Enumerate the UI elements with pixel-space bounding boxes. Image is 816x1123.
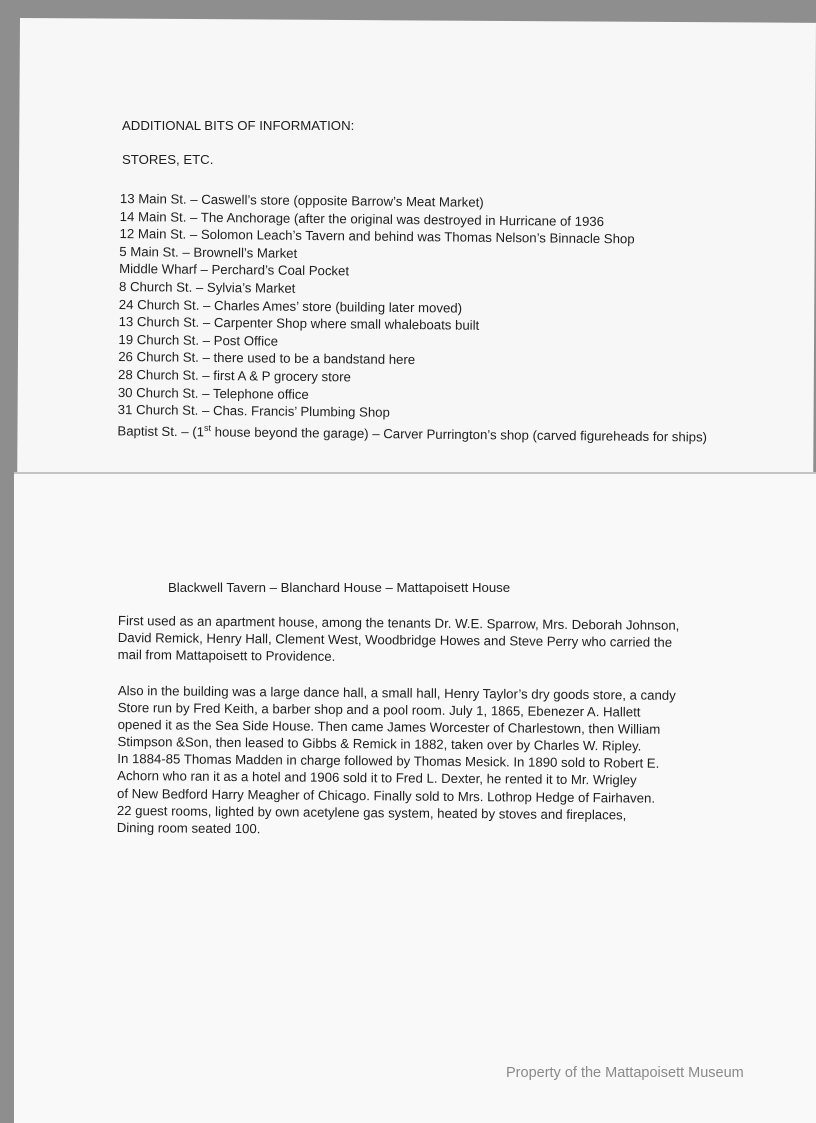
paragraph-line: In 1884-85 Thomas Madden in charge followed by Thomas Mesick. In 1890 sold to Robert E. [117,751,660,772]
list-item: 26 Church St. – there used to be a bandstand here [118,349,416,368]
list-item: 28 Church St. – first A & P grocery store [117,366,351,385]
paragraph-line: Store run by Fred Keith, a barber shop and a pool room. July 1, 1865, Ebenezer A. Hallett [117,700,641,720]
museum-watermark: Property of the Mattapoisett Museum [506,1065,744,1081]
stores-list [117,190,709,446]
list-item: 13 Church St. – Carpenter Shop where small whaleboats built [118,314,480,333]
paragraph-two [117,682,676,841]
page-fold-line [14,472,816,474]
paragraph-line: Achorn who ran it as a hotel and 1906 sold it to Fred L. Dexter, he rented it to Mr. Wrigley [117,768,637,788]
list-item: 12 Main St. – Solomon Leach’s Tavern and behind was Thomas Nelson’s Binnacle Shop [119,226,635,247]
last-item-end: house beyond the garage) – Carver Purrington’s shop (carved figureheads for ships) [210,424,708,445]
list-item: 19 Church St. – Post Office [118,331,279,349]
section-heading: ADDITIONAL BITS OF INFORMATION: [122,118,355,133]
list-item: Middle Wharf – Perchard’s Coal Pocket [119,261,350,279]
last-item-superscript: st [203,422,212,433]
section-title: Blackwell Tavern – Blanchard House – Mattapoisett House [168,580,511,595]
paragraph-line: Dining room seated 100. [116,819,261,836]
paragraph-one [118,612,680,668]
list-item: 24 Church St. – Charles Ames’ store (building later moved) [118,296,463,316]
list-item: 14 Main St. – The Anchorage (after the original was destroyed in Hurricane of 1936 [119,208,605,229]
list-item: 8 Church St. – Sylvia’s Market [118,278,296,296]
paragraph-line: First used as an apartment house, among the tenants Dr. W.E. Sparrow, Mrs. Deborah Johnson, [117,612,680,633]
paragraph-line: opened it as the Sea Side House. Then came James Worcester of Charlestown, then William [117,717,661,737]
paragraph-line: Also in the building was a large dance hall, a small hall, Henry Taylor’s dry goods store, a candy [117,682,676,703]
paragraph-line: Stimpson &Son, then leased to Gibbs & Remick in 1882, taken over by Charles W. Ripley. [117,734,642,754]
paragraph-line: mail from Mattapoisett to Providence. [117,647,336,665]
paragraph-line: of New Bedford Harry Meagher of Chicago. Finally sold to Mrs. Lothrop Hedge of Fairhaven. [116,785,656,806]
last-item-start: Baptist St. – (1 [117,423,205,440]
paragraph-line: David Remick, Henry Hall, Clement West, Woodbridge Howes and Steve Perry who carried the [117,630,673,650]
list-item: 5 Main St. – Brownell’s Market [119,243,298,261]
section-subheading: STORES, ETC. [122,152,214,167]
list-item: 30 Church St. – Telephone office [117,384,309,402]
list-item: 31 Church St. – Chas. Francis’ Plumbing Shop [117,402,390,420]
list-item: 13 Main St. – Caswell’s store (opposite Barrow’s Meat Market) [119,190,484,210]
paragraph-line: 22 guest rooms, lighted by own acetylene gas system, heated by stoves and fireplaces, [116,802,627,823]
